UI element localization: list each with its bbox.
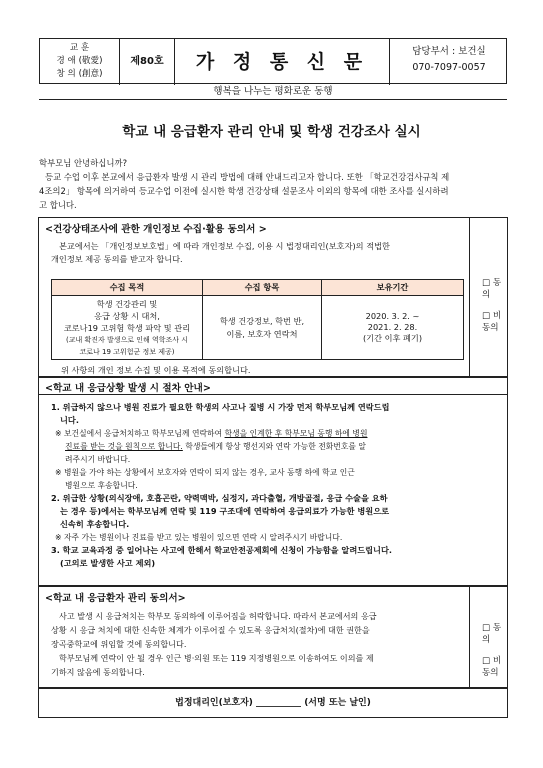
period-line: 2020. 3. 2. ~ [365, 311, 420, 321]
note-text: ※ 보건실에서 응급처치하고 학부모님께 연락하여 [55, 429, 225, 438]
period-line: (기간 이후 폐기) [362, 333, 423, 343]
header-period: 보유기간 [322, 280, 464, 296]
items-line: 학생 건강정보, 학번 반, [219, 315, 305, 326]
signature-row [38, 688, 508, 718]
procedure-note [51, 440, 503, 453]
items-cell [203, 296, 322, 360]
items-line: 이름, 보호자 연락처 [226, 328, 298, 339]
body-line: 본교에서는 「개인정보보호법」에 따라 개인정보 수집, 이용 시 법정대리인(보호자)의 적법한 [59, 241, 390, 251]
procedure-item: 신속히 후송합니다. [60, 519, 130, 529]
body-line: 학부모님께 연락이 안 될 경우 인근 병·의원 또는 119 지정병원으로 이송하여도 이의를 제 [59, 653, 374, 663]
motto-line2: 창 의 (創意) [56, 69, 103, 79]
body-line: 기하지 않음에 동의합니다. [51, 667, 145, 677]
procedure-item: 1. 위급하지 않으나 병원 진료가 필요한 학생의 사고나 질병 시 가장 먼저 학부모님께 연락드립 [51, 402, 390, 412]
divider [39, 394, 507, 395]
note-underline: 학생을 인계한 후 학부모님 동행 하에 병원 [224, 429, 368, 438]
purpose-note: 코로나 19 고위험군 정보 제공) [79, 347, 175, 356]
body-line: 상황 시 응급 처치에 대한 신속한 체계가 이루어질 수 있도록 응급처치(절차)에 대한 권한을 [51, 625, 370, 635]
procedure-note: 병원으로 후송합니다. [65, 481, 138, 490]
purpose-line: 응급 상황 시 대처, [94, 310, 160, 321]
school-slogan: 행복을 나누는 평화로운 동행 [39, 84, 507, 100]
page-title: 학교 내 응급환자 관리 안내 및 학생 건강조사 실시 [122, 124, 421, 140]
procedure-body [51, 401, 503, 570]
procedure-item: 니다. [60, 415, 79, 425]
consent-footer: 위 사항의 개인 정보 수집 및 이용 목적에 동의합니다. [61, 365, 251, 375]
agree-checkbox[interactable]: □ 동의 [482, 278, 502, 300]
divider [469, 218, 470, 376]
agree-checkbox[interactable]: □ 동의 [482, 623, 502, 645]
disagree-checkbox[interactable]: □ 비동의 [482, 311, 502, 333]
header-items: 수집 항목 [203, 280, 322, 296]
contact-info [390, 39, 508, 85]
procedure-note: ※ 병원을 가야 하는 상황에서 보호자와 연락이 되지 않는 경우, 교사 동행 하에 학교 인근 [55, 468, 355, 477]
purpose-line: 학생 건강관리 및 [96, 298, 158, 309]
intro-line: 등교 수업 이후 본교에서 응급환자 발생 시 관리 방법에 대해 안내드리고자 합니다. 또한 「학교건강검사규칙 제 [45, 172, 450, 182]
intro-text [39, 156, 509, 212]
privacy-consent-box [38, 217, 508, 377]
department: 담당부서 : 보건실 [412, 46, 486, 57]
newsletter-title: 가 정 통 신 문 [175, 39, 390, 85]
emergency-consent-title: <학교 내 응급환자 관리 동의서> [45, 593, 186, 604]
period-cell [322, 296, 464, 360]
procedure-note [51, 427, 503, 440]
issue-number: 제80호 [120, 39, 175, 85]
emergency-consent-body [51, 609, 461, 679]
collection-table [51, 279, 464, 360]
greeting: 학부모님 안녕하십니까? [39, 158, 128, 168]
phone-number: 070-7097-0057 [412, 62, 486, 73]
purpose-cell [52, 296, 203, 360]
procedure-item: 는 경우 등)에서는 학부모님께 연락 및 119 구조대에 연락하여 응급의료가 가능한 병원으로 [60, 506, 390, 516]
procedure-item: 2. 위급한 상황(의식장애, 호흡곤란, 약력맥박, 심정지, 과다출혈, 개방골절, 응급 수술을 요하 [51, 493, 388, 503]
note-underline: 진료를 받는 것을 원칙으로 합니다. [65, 442, 183, 451]
procedure-title: <학교 내 응급상황 발생 시 절차 안내> [45, 383, 211, 394]
school-motto [40, 39, 120, 85]
note-text: 학생들에게 항상 행선지와 연락 가능한 전화번호를 알 [182, 442, 366, 451]
guardian-label: 법정대리인(보호자) [175, 698, 253, 708]
purpose-line: 코로나19 고위험 학생 파악 및 관리 [63, 322, 191, 333]
signature-suffix: (서명 또는 날인) [304, 698, 371, 708]
emergency-procedure-box [38, 377, 508, 586]
motto-label: 교 훈 [69, 43, 90, 53]
procedure-item: (고의로 발생한 사고 제외) [60, 558, 156, 568]
intro-line: 고 합니다. [39, 200, 77, 210]
divider [469, 587, 470, 687]
period-line: 2021. 2. 28. [367, 322, 418, 332]
procedure-note: ※ 자주 가는 병원이나 진료를 받고 있는 병원이 있으면 연락 시 알려주시기 바랍니다. [55, 533, 343, 542]
privacy-consent-title: <건강상태조사에 관한 개인정보 수집·활용 동의서 > [45, 224, 267, 235]
intro-line: 4조의2」 항목에 의거하여 등교수업 이전에 실시한 학생 건강상태 설문조사 이외의 항목에 대한 조사를 실시하려 [39, 186, 449, 196]
motto-line1: 경 애 (敬愛) [56, 56, 103, 66]
procedure-item: 3. 학교 교육과정 중 일어나는 사고에 한해서 학교안전공제회에 신청이 가능함을 알려드립니다. [51, 545, 392, 555]
signature-field[interactable]: __________ [256, 698, 302, 708]
body-line: 사고 발생 시 응급처치는 학부모 동의하에 이루어짐을 허락합니다. 따라서 본교에서의 응급 [59, 611, 377, 621]
privacy-consent-body [51, 240, 461, 266]
purpose-note: (교내 확진자 발생으로 인해 역학조사 시 [65, 335, 189, 344]
header-purpose: 수집 목적 [52, 280, 203, 296]
emergency-consent-box [38, 586, 508, 688]
newsletter-header [39, 38, 507, 84]
procedure-note: 려주시기 바랍니다. [65, 455, 131, 464]
body-line: 장곡중학교에 위임할 것에 동의합니다. [51, 639, 187, 649]
disagree-checkbox[interactable]: □ 비동의 [482, 656, 502, 678]
body-line: 개인정보 제공 동의를 받고자 합니다. [51, 254, 183, 264]
signature-line [39, 689, 507, 717]
